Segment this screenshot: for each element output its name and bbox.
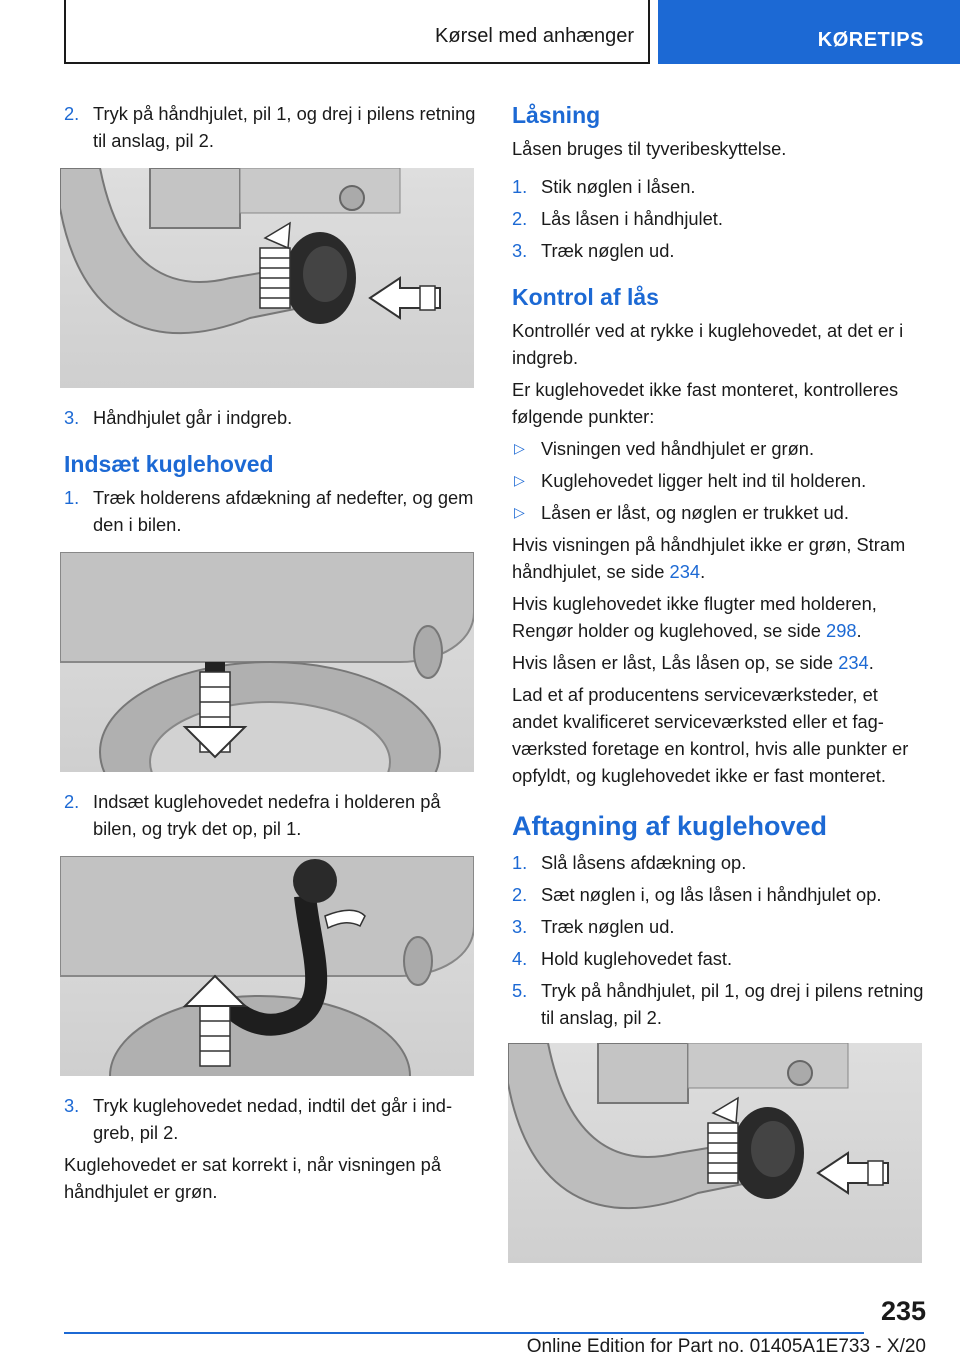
step-number: 4. [512, 948, 528, 969]
list-item [64, 788, 476, 842]
figure-insert-ball-head [60, 856, 474, 1076]
step-text: Slå låsens afdækning op. [541, 852, 747, 873]
check-paragraph: Hvis låsen er låst, Lås låsen op, se side 234. [512, 652, 874, 673]
list-item [64, 100, 476, 154]
footer-divider [64, 1332, 864, 1334]
insert-heading: Indsæt kuglehoved [64, 451, 274, 477]
check-paragraph: Er kuglehovedet ikke fast monteret, kontrolleres følgende punkter: [512, 379, 899, 427]
list-item [512, 913, 928, 940]
page-number: 235 [880, 1296, 926, 1326]
bullet-text: Låsen er låst, og nøglen er trukket ud. [541, 502, 849, 523]
step-text: Håndhjulet går i indgreb. [93, 407, 293, 428]
step-text: Tryk kuglehovedet nedad, indtil det går i indgreb, pil 2. [93, 1095, 453, 1143]
lock-intro: Låsen bruges til tyveribeskyttelse. [512, 138, 787, 159]
triangle-bullet-icon: ▷ [514, 440, 525, 456]
bullet-item [512, 467, 928, 494]
triangle-bullet-icon: ▷ [514, 472, 525, 488]
check-paragraph: Kontrollér ved at rykke i kuglehovedet, at det er i indgreb. [512, 320, 904, 368]
check-paragraph: Hvis kuglehovedet ikke flugter med holderen, Rengør holder og kuglehoved, se side 298. [512, 593, 877, 641]
step-text: Indsæt kuglehovedet nedefra i holderen på bilen, og tryk det op, pil 1. [93, 791, 441, 839]
bullet-item [512, 499, 928, 526]
list-item [512, 849, 928, 876]
step-number: 2. [64, 791, 80, 812]
page-reference-link[interactable]: 298 [826, 620, 857, 641]
list-item [512, 205, 928, 232]
list-item [64, 1092, 476, 1146]
remove-heading: Aftagning af kuglehoved [512, 811, 828, 841]
figure-handwheel-turn [60, 168, 474, 388]
check-heading: Kontrol af lås [512, 284, 659, 310]
list-item [64, 404, 476, 431]
step-number: 3. [64, 407, 80, 428]
step-number: 2. [512, 208, 528, 229]
list-item [512, 881, 928, 908]
figure-handwheel-turn-remove [508, 1043, 922, 1263]
bullet-text: Kuglehovedet ligger helt ind til holderen. [541, 470, 867, 491]
bullet-text: Visningen ved håndhjulet er grøn. [541, 438, 815, 459]
step-text: Hold kuglehovedet fast. [541, 948, 733, 969]
step-text: Træk nøglen ud. [541, 916, 675, 937]
step-number: 1. [512, 852, 528, 873]
check-paragraph: Lad et af producentens serviceværksteder, et andet kvalificeret serviceværksted eller et fagværksted foretage en kontrol, hvis alle punkter er opfyldt, og kuglehovedet ikke er fast monteret. [512, 684, 909, 786]
list-item [64, 484, 476, 538]
step-number: 2. [64, 103, 80, 124]
list-item [512, 977, 928, 1031]
header-chapter-label: KØRETIPS [817, 29, 924, 51]
step-text: Træk holderens afdækning af nedefter, og gem den i bilen. [93, 487, 474, 535]
insert-note: Kuglehovedet er sat korrekt i, når visningen på håndhjulet er grøn. [64, 1154, 442, 1202]
figure-remove-cover [60, 552, 474, 772]
list-item [512, 945, 928, 972]
step-text: Tryk på håndhjulet, pil 1, og drej i pilens retning til anslag, pil 2. [541, 980, 924, 1028]
header-section-title: Kørsel med anhænger [435, 25, 634, 47]
step-text: Sæt nøglen i, og lås låsen i håndhjulet op. [541, 884, 882, 905]
footer-edition: Online Edition for Part no. 01405A1E733 - X/20 [526, 1336, 926, 1357]
list-item [512, 173, 928, 200]
header-section-box [64, 0, 650, 64]
list-item [512, 237, 928, 264]
left-column [64, 100, 476, 1210]
step-number: 1. [64, 487, 80, 508]
step-text: Træk nøglen ud. [541, 240, 675, 261]
step-number: 3. [512, 240, 528, 261]
step-number: 3. [64, 1095, 80, 1116]
step-text: Stik nøglen i låsen. [541, 176, 696, 197]
step-number: 2. [512, 884, 528, 905]
triangle-bullet-icon: ▷ [514, 504, 525, 520]
step-number: 3. [512, 916, 528, 937]
step-text: Lås låsen i håndhjulet. [541, 208, 723, 229]
step-text: Tryk på håndhjulet, pil 1, og drej i pilens retning til anslag, pil 2. [93, 103, 476, 151]
check-paragraph: Hvis visningen på håndhjulet ikke er grøn, Stram håndhjulet, se side 234. [512, 534, 906, 582]
page-reference-link[interactable]: 234 [838, 652, 869, 673]
header-chapter-tab[interactable] [658, 0, 960, 64]
right-column [512, 100, 928, 1279]
step-number: 1. [512, 176, 528, 197]
bullet-item [512, 435, 928, 462]
step-number: 5. [512, 980, 528, 1001]
lock-heading: Låsning [512, 102, 601, 128]
page-reference-link[interactable]: 234 [669, 561, 701, 582]
